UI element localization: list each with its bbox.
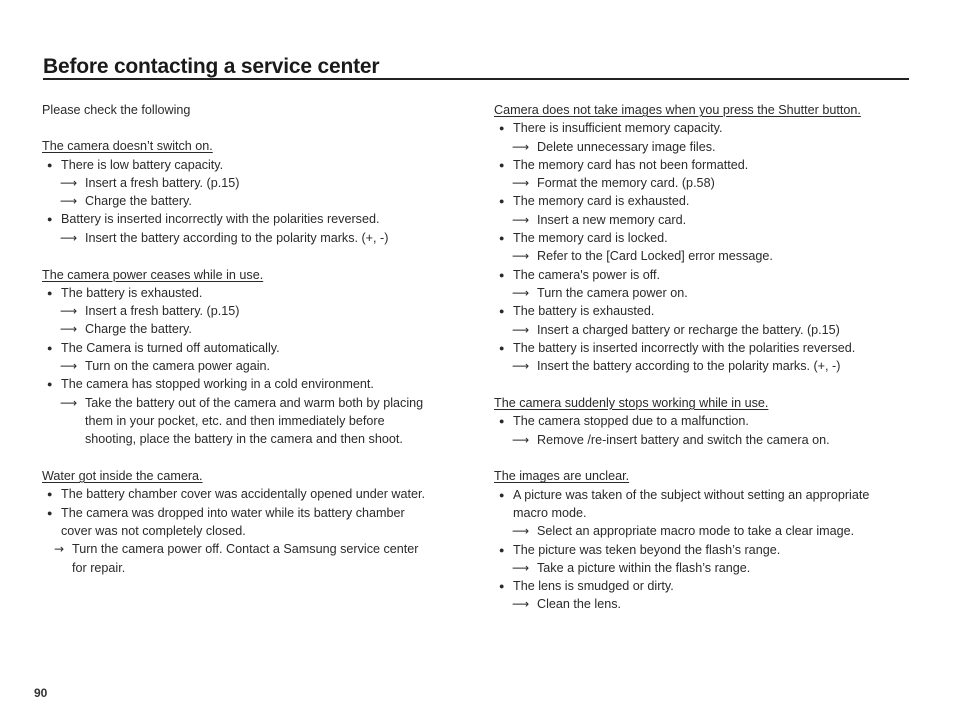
arrow-right-icon: ⟶ (512, 322, 530, 337)
solution-item (494, 595, 914, 613)
item-text-line: for repair. (72, 560, 126, 575)
trouble-section (42, 467, 482, 577)
item-text: The battery is exhausted. (61, 285, 203, 300)
item-text: The battery chamber cover was accidentally opened under water. (61, 487, 426, 502)
item-text: Delete unnecessary image files. (537, 139, 716, 154)
trouble-section (494, 394, 914, 449)
item-text: Insert the battery according to the polarity marks. (+, -) (85, 230, 389, 245)
arrow-right-icon: ⟶ (512, 560, 530, 575)
arrow-right-icon: ⟶ (512, 359, 530, 374)
section-heading: The camera doesn’t switch on. (42, 139, 213, 154)
solution-item (42, 394, 482, 449)
page-title-bar (43, 56, 909, 80)
right-column (494, 101, 914, 632)
cause-item (497, 577, 914, 595)
item-text-line: shooting, place the battery in the camera and then shoot. (85, 432, 403, 447)
item-text: The memory card is locked. (513, 231, 668, 246)
item-text: The memory card has not been formatted. (513, 157, 749, 172)
solution-item (42, 192, 482, 210)
item-text: The camera has stopped working in a cold environment. (61, 377, 374, 392)
item-text-line: macro mode. (513, 505, 587, 520)
arrow-right-icon: ⟶ (512, 524, 530, 539)
solution-item (42, 357, 482, 375)
item-text: Turn on the camera power again. (85, 359, 271, 374)
section-heading: Camera does not take images when you press the Shutter button. (494, 103, 861, 117)
item-text-line: ● The camera was dropped into water while its battery chamber (61, 505, 405, 520)
cause-item (45, 284, 482, 302)
solution-item (494, 357, 914, 375)
solution-item (494, 284, 914, 302)
item-text: Insert a fresh battery. (p.15) (85, 304, 240, 319)
arrow-right-icon: ⟶ (60, 322, 78, 337)
section-heading: Water got inside the camera. (42, 469, 203, 484)
item-text: Insert the battery according to the polarity marks. (+, -) (537, 359, 841, 374)
solution-item (42, 174, 482, 192)
item-text: The battery is exhausted. (513, 304, 655, 319)
arrow-right-icon: ⟶ (512, 432, 530, 447)
solution-item (494, 522, 914, 540)
cause-item (45, 375, 482, 393)
solution-item (494, 431, 914, 449)
trouble-section (494, 101, 914, 375)
item-text: There is insufficient memory capacity. (513, 121, 723, 136)
item-text: Turn the camera power on. (537, 285, 688, 300)
arrow-right-icon: ⟶ (512, 249, 530, 264)
arrow-right-icon: ⟶ (60, 395, 78, 410)
cause-item (497, 339, 914, 357)
item-text: The picture was teken beyond the flash’s range. (513, 542, 781, 557)
item-text: The camera's power is off. (513, 267, 661, 282)
cause-item (45, 485, 482, 503)
item-text: Select an appropriate macro mode to take a clear image. (537, 524, 855, 539)
trouble-section (494, 467, 914, 613)
arrow-right-icon: ⟶ (512, 285, 530, 300)
solution-item (494, 138, 914, 156)
solution-item (494, 211, 914, 229)
cause-item (497, 229, 914, 247)
arrow-right-icon: ⟶ (60, 194, 78, 209)
item-text-line: Turn the camera power off. Contact a Samsung service center (72, 542, 419, 557)
solution-item (494, 321, 914, 339)
arrow-right-icon: ⟶ (512, 176, 530, 191)
solution-item (42, 540, 482, 577)
cause-item (45, 210, 482, 228)
arrow-right-icon: → (54, 542, 65, 557)
page-number: 90 (34, 686, 48, 700)
item-text: Battery is inserted incorrectly with the polarities reversed. (61, 212, 380, 227)
item-text: Charge the battery. (85, 322, 192, 337)
cause-item (497, 119, 914, 137)
arrow-right-icon: ⟶ (60, 359, 78, 374)
trouble-section (42, 137, 482, 247)
item-text: The battery is inserted incorrectly with the polarities reversed. (513, 340, 856, 355)
left-column (42, 101, 482, 595)
solution-item (494, 174, 914, 192)
solution-item (42, 302, 482, 320)
cause-item (497, 412, 914, 430)
solution-item (494, 559, 914, 577)
cause-item (497, 266, 914, 284)
cause-item (497, 192, 914, 210)
item-text: Insert a fresh battery. (p.15) (85, 175, 240, 190)
left-sections (42, 137, 482, 577)
item-text: Insert a charged battery or recharge the battery. (p.15) (537, 322, 840, 337)
cause-item (45, 339, 482, 357)
arrow-right-icon: ⟶ (512, 139, 530, 154)
arrow-right-icon: ⟶ (60, 175, 78, 190)
item-text-line: Take the battery out of the camera and warm both by placing (85, 395, 424, 410)
arrow-right-icon: ⟶ (512, 597, 530, 612)
solution-item (42, 320, 482, 338)
page-title: Before contacting a service center (43, 55, 380, 78)
section-heading: The images are unclear. (494, 469, 630, 484)
arrow-right-icon: ⟶ (512, 212, 530, 227)
item-text-line: them in your pocket, etc. and then immediately before (85, 413, 385, 428)
item-text: The lens is smudged or dirty. (513, 579, 674, 594)
arrow-right-icon: ⟶ (60, 230, 78, 245)
cause-item (45, 504, 482, 541)
item-text-line: ● A picture was taken of the subject without setting an appropriate (513, 487, 870, 502)
item-text: The Camera is turned off automatically. (61, 340, 280, 355)
right-sections (494, 101, 914, 614)
section-heading: The camera power ceases while in use. (42, 267, 264, 282)
trouble-section (42, 266, 482, 449)
cause-item (497, 486, 914, 523)
arrow-right-icon: ⟶ (60, 304, 78, 319)
cause-item (497, 156, 914, 174)
item-text: Take a picture within the flash’s range. (537, 560, 751, 575)
cause-item (497, 541, 914, 559)
item-text: Format the memory card. (p.58) (537, 176, 715, 191)
cause-item (497, 302, 914, 320)
item-text: Clean the lens. (537, 597, 622, 612)
section-heading: The camera suddenly stops working while in use. (494, 395, 769, 410)
cause-item (45, 156, 482, 174)
solution-item (494, 247, 914, 265)
item-text: The camera stopped due to a malfunction. (513, 414, 749, 429)
item-text: Remove /re-insert battery and switch the camera on. (537, 432, 830, 447)
item-text: Charge the battery. (85, 194, 192, 209)
intro-text: Please check the following (42, 103, 191, 117)
item-text: Refer to the [Card Locked] error message. (537, 249, 773, 264)
item-text: There is low battery capacity. (61, 157, 224, 172)
item-text: Insert a new memory card. (537, 212, 687, 227)
item-text-line: cover was not completely closed. (61, 523, 246, 538)
solution-item (42, 229, 482, 247)
item-text: The memory card is exhausted. (513, 194, 690, 209)
